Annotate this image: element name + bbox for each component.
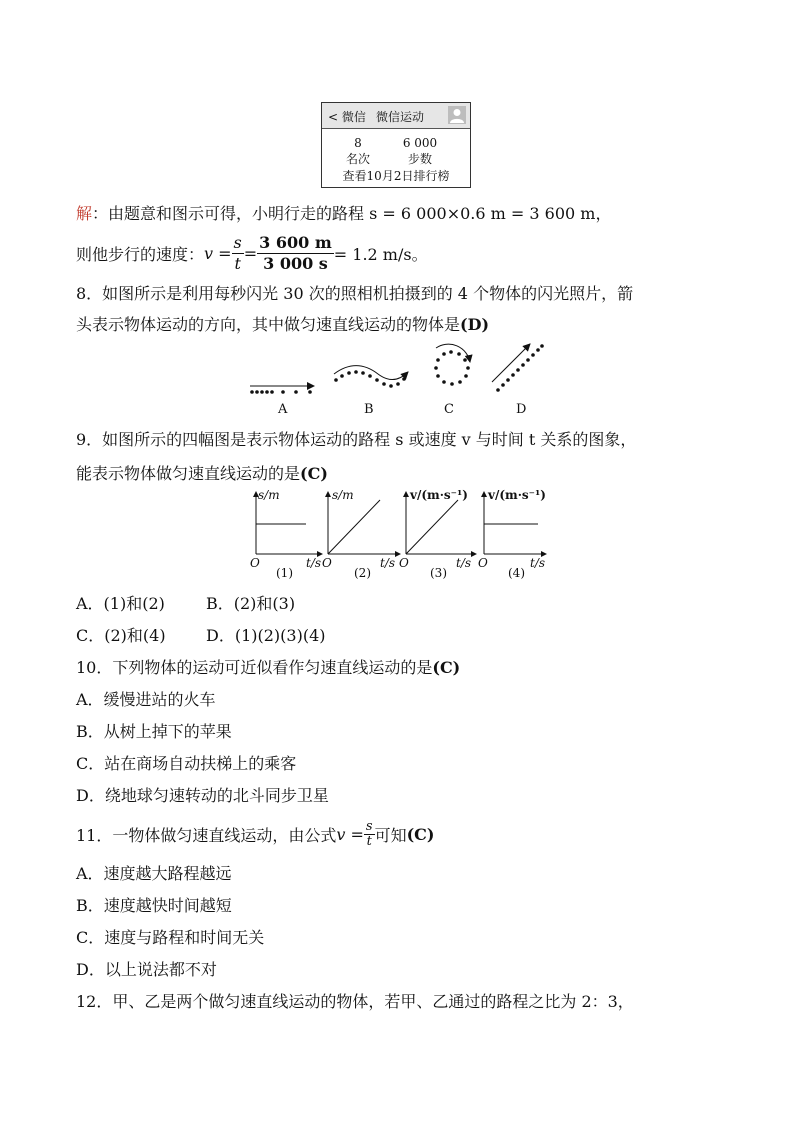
q11-option-b: B．速度越快时间越短 <box>76 896 232 915</box>
solution-result: = 1.2 m/s。 <box>333 244 428 264</box>
photo-b <box>334 366 408 388</box>
q11-stem-text: 11．一物体做匀速直线运动，由公式 <box>76 825 337 845</box>
q10-answer: (C) <box>432 658 461 677</box>
fraction-numerator: 3 600 m <box>259 232 332 252</box>
graph-2-origin: O <box>322 556 332 570</box>
velocity-symbol: v = <box>204 243 232 263</box>
graph-1-xlabel: t/s <box>306 556 322 570</box>
q8-line-1: 8．如图所示是利用每秒闪光 30 次的照相机拍摄到的 4 个物体的闪光照片，箭 <box>76 284 634 303</box>
q11-stem-suffix: 可知 <box>374 825 407 845</box>
flash-photos-figure <box>240 342 560 398</box>
q9-line-2 <box>76 463 328 485</box>
q11-stem <box>76 812 434 856</box>
graph-3-xlabel: t/s <box>456 556 472 570</box>
q10-stem-text: 10．下列物体的运动可近似看作匀速直线运动的是 <box>76 658 433 677</box>
q9-line-1: 9．如图所示的四幅图是表示物体运动的路程 s 或速度 v 与时间 t 关系的图象， <box>76 430 637 449</box>
photo-a <box>250 386 314 394</box>
q10-option-b: B．从树上掉下的苹果 <box>76 722 232 741</box>
q11-option-d: D．以上说法都不对 <box>76 960 217 979</box>
photo-d <box>492 344 544 392</box>
avatar-icon <box>448 106 466 124</box>
q11-answer: (C) <box>406 824 435 844</box>
graph-1-ylabel: s/m <box>258 488 280 502</box>
photo-label-d: D <box>516 402 527 417</box>
q9-answer: (C) <box>300 464 328 483</box>
wechat-title: 微信运动 <box>376 110 425 124</box>
graph-1-caption: (1) <box>276 566 293 580</box>
graph-4-xlabel: t/s <box>530 556 546 570</box>
fraction-s-over-t <box>232 233 244 274</box>
q11-velocity-symbol: v = <box>336 824 364 844</box>
q9-option-c: C．(2)和(4) <box>76 626 166 645</box>
graph-2-caption: (2) <box>354 566 371 580</box>
q8-stem: 头表示物体运动的方向，其中做匀速直线运动的物体是 <box>76 315 461 334</box>
q10-option-d: D．绕地球匀速转动的北斗同步卫星 <box>76 786 329 805</box>
graph-2-xlabel: t/s <box>380 556 396 570</box>
rank-value: 8 <box>354 136 362 150</box>
q10-option-a: A．缓慢进站的火车 <box>76 690 216 709</box>
graph-4-origin: O <box>478 556 488 570</box>
q9-option-b: B．(2)和(3) <box>206 594 296 613</box>
graph-3-origin: O <box>399 556 409 570</box>
wechat-back-label: < 微信 <box>328 110 366 124</box>
steps-label: 步数 <box>407 152 432 166</box>
graph-4-caption: (4) <box>508 566 525 580</box>
rank-label: 名次 <box>345 152 370 166</box>
q9-option-d: D．(1)(2)(3)(4) <box>206 626 326 645</box>
fraction-denominator: t <box>366 833 372 849</box>
graph-3-ylabel: v/(m·s⁻¹) <box>410 488 468 502</box>
equals-sign: = <box>243 243 258 263</box>
wechat-header <box>322 103 470 129</box>
q11-option-c: C．速度与路程和时间无关 <box>76 928 265 947</box>
photo-c <box>434 344 470 386</box>
solution-prefix: 解 <box>76 204 93 223</box>
solution-line-2 <box>76 230 428 276</box>
wechat-card <box>321 102 471 188</box>
photo-label-c: C <box>444 402 454 417</box>
q8-answer: (D) <box>460 315 490 334</box>
graph-2-ylabel: s/m <box>332 488 354 502</box>
q8-line-2 <box>76 314 489 336</box>
fraction-values <box>257 233 334 274</box>
photo-label-b: B <box>364 402 374 417</box>
q9-stem: 能表示物体做匀速直线运动的是 <box>76 464 301 483</box>
solution-line-1 <box>76 203 611 225</box>
q10-stem <box>76 657 460 679</box>
fraction-denominator: t <box>234 253 241 273</box>
steps-value: 6 000 <box>402 136 438 150</box>
q12-line-1: 12．甲、乙是两个做匀速直线运动的物体，若甲、乙通过的路程之比为 2：3， <box>76 992 634 1011</box>
fraction-denominator: 3 000 s <box>263 253 328 273</box>
q9-option-a: A．(1)和(2) <box>76 594 165 613</box>
solution-text-1: ：由题意和图示可得，小明行走的路程 s = 6 000×0.6 m = 3 600 m， <box>92 204 612 223</box>
graph-1-origin: O <box>250 556 260 570</box>
solution-text-2: 则他步行的速度： <box>76 244 205 264</box>
fraction-numerator: s <box>365 818 373 834</box>
q11-fraction <box>364 820 375 849</box>
graph-4-ylabel: v/(m·s⁻¹) <box>488 488 546 502</box>
ranking-link: 查看10月2日排行榜 <box>342 169 450 183</box>
q10-option-c: C．站在商场自动扶梯上的乘客 <box>76 754 297 773</box>
photo-label-a: A <box>278 402 288 417</box>
fraction-numerator: s <box>233 232 242 252</box>
q11-option-a: A．速度越大路程越远 <box>76 864 232 883</box>
graph-3-caption: (3) <box>430 566 447 580</box>
